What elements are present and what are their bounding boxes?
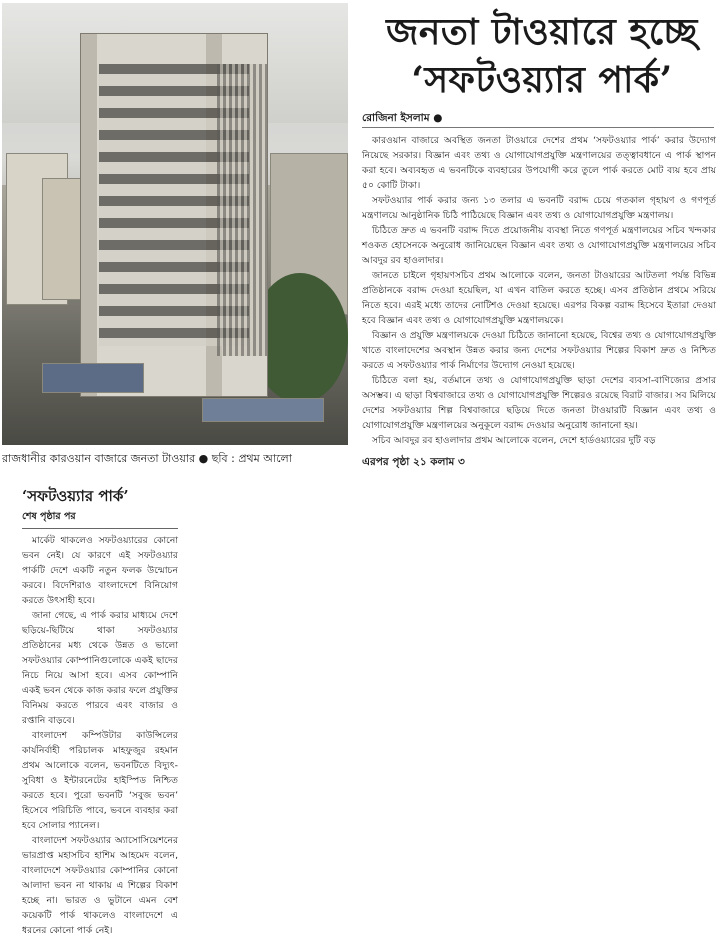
article-paragraph: জানতে চাইলে গৃহায়ণসচিব প্রথম আলোকে বলেন, জনতা টাওয়ারের আটতলা পর্যন্ত বিভিন্ন প্রতিষ্ঠানকে বরাদ্দ দেওয়া হয়েছিল, যা এখন বাতিল করতে হচ্ছে। এসব প্রতিষ্ঠান প্রথমে সরিয়ে নিতে হবে। এরই মধ্যে তাদের নোটিশও দেওয়া হয়েছে। এরপর বিকল্প বরাদ্দ হিসেবে ইতারা দেওয়া হবে বিজ্ঞান এবং তথ্য ও যোগাযোগপ্রযুক্তি মন্ত্রণালয়কে। bbox=[362, 270, 716, 326]
jump-subtitle: শেষ পৃষ্ঠার পর bbox=[22, 511, 76, 522]
article-paragraph: বিজ্ঞান ও প্রযুক্তি মন্ত্রণালয়কে দেওয়া চিঠিতে জানানো হয়েছে, বিশ্বের তথ্য ও যোগাযোগপ্রযুক্তি খাতে বাংলাদেশের অবস্থান উন্নত করার জন্য দেশের সফটওয়্যার শিল্পের বিকাশ দ্রুত ও নিশ্চিত করতে এ সফটওয়্যার পার্ক নির্মাণের উদ্যোগ নেওয়া হয়েছে। bbox=[362, 330, 716, 371]
photo-building-left-2 bbox=[42, 178, 84, 300]
jump-section bbox=[22, 478, 178, 938]
article-paragraph: সফটওয়্যার পার্ক করার জন্য ১৩ তলার এ ভবনটি বরাদ্দ চেয়ে গতকাল গৃহায়ণ ও গণপূর্ত মন্ত্রণালয়ে আনুষ্ঠানিক চিঠি পাঠিয়েছে বিজ্ঞান এবং তথ্য ও যোগাযোগপ্রযুক্তি মন্ত্রণালয়। bbox=[362, 195, 716, 221]
byline: রোজিনা ইসলাম ● bbox=[362, 112, 443, 124]
byline-divider bbox=[362, 127, 714, 128]
photo-awning bbox=[42, 363, 144, 393]
jump-paragraph: বাংলাদেশ সফটওয়্যার অ্যাসোসিয়েশনের ভারপ্রাপ্ত মহাসচিব হাশিম আহমেদ বলেন, বাংলাদেশে সফটওয়্যার কোম্পানির কোনো আলাদা ভবন না থাকায় এ শিল্পের বিকাশ হচ্ছে না। ভারত ও ভুটানে এমন বেশ কয়েকটি পার্ক থাকলেও বাংলাদেশে এ ধরনের কোনো পার্ক নেই। bbox=[22, 835, 178, 936]
jump-paragraph: জানা গেছে, এ পার্ক করার মাধ্যমে দেশে ছড়িয়ে-ছিটিয়ে থাকা সফটওয়্যার প্রতিষ্ঠানের মধ্য থেকে উন্নত ও ভালো সফটওয়্যার কোম্পানিগুলোকে একই ছাদের নিচে নিয়ে আসা হবে। এসব কোম্পানি একই ভবন থেকে কাজ করার ফলে প্রযুক্তির বিনিময় করতে পারবে এবং বাজার ও রপ্তানি বাড়বে। bbox=[22, 610, 178, 726]
photo-caption: রাজধানীর কারওয়ান বাজারে জনতা টাওয়ার ● ছবি : প্রথম আলো bbox=[2, 452, 292, 465]
article-paragraph: সচিব আবদুর রব হাওলাদার প্রথম আলোকে বলেন, দেশে হার্ডওয়্যারের দুটি বড় bbox=[372, 435, 656, 446]
jump-divider bbox=[22, 528, 178, 529]
photo-stalls bbox=[202, 398, 324, 422]
continued-label: এরপর পৃষ্ঠা ২১ কলাম ৩ bbox=[362, 456, 465, 468]
headline-line-2: ‘সফটওয়্যার পার্ক’ bbox=[411, 59, 673, 101]
article-paragraph: চিঠিতে দ্রুত এ ভবনটি বরাদ্দ দিতে প্রয়োজনীয় ব্যবস্থা নিতে গণপূর্ত মন্ত্রণালয়ের সচিব খন্দকার শওকত হোসেনকে অনুরোধ জানিয়েছেন বিজ্ঞান এবং তথ্য ও যোগাযোগপ্রযুক্তি মন্ত্রণালয়ের সচিব আবদুর রব হাওলাদার। bbox=[362, 225, 716, 266]
jump-title: ‘সফটওয়্যার পার্ক’ bbox=[22, 487, 129, 505]
article-paragraph: চিঠিতে বলা হয়, বর্তমানে তথ্য ও যোগাযোগপ্রযুক্তি ছাড়া দেশের ব্যবসা-বাণিজ্যের প্রসার অসম্ভব। এ ছাড়া বিশ্ববাজারে তথ্য ও যোগাযোগপ্রযুক্তি শিল্পেরও রয়েছে বিরাট বাজার। সব মিলিয়ে দেশের সফটওয়্যার শিল্প বিশ্ববাজারে ছড়িয়ে দিতে জনতা টাওয়ারটি বিজ্ঞান এবং তথ্য ও যোগাযোগপ্রযুক্তি মন্ত্রণালয়ের অনুকূলে বরাদ্দ দেওয়ার অনুরোধ জানানো হয়। bbox=[362, 375, 716, 431]
jump-body bbox=[22, 533, 178, 938]
photo-tower bbox=[80, 33, 268, 397]
janata-tower-photo bbox=[2, 3, 348, 445]
article-body bbox=[362, 133, 716, 448]
headline-line-1: জনতা টাওয়ারে হচ্ছে bbox=[386, 11, 698, 53]
article-paragraph: কারওয়ান বাজারে অবস্থিত জনতা টাওয়ারে দেশের প্রথম ‘সফটওয়্যার পার্ক’ করার উদ্যোগ নিয়েছে সরকার। বিজ্ঞান এবং তথ্য ও যোগাযোগপ্রযুক্তি মন্ত্রণালয়ের তত্ত্বাবধানে এ পার্ক স্থাপন করা হবে। অব্যবহৃত এ ভবনটিকে ব্যবহারের উপযোগী করে তুলে পার্ক করতে মোট ব্যয় হবে প্রায় ৫০ কোটি টাকা। bbox=[362, 135, 716, 191]
jump-paragraph: মার্কেট থাকলেও সফটওয়্যারের কোনো ভবন নেই। যে কারণে এই সফটওয়্যার পার্কটি দেশে একটি নতুন ফলক উন্মোচন করবে। বিদেশিরাও বাংলাদেশে বিনিয়োগ করতে উৎসাহী হবে। bbox=[22, 535, 178, 606]
jump-paragraph: বাংলাদেশ কম্পিউটার কাউন্সিলের কার্যনির্বাহী পরিচালক মাহফুজুর রহমান প্রথম আলোকে বলেন, ভবনটিতে বিদ্যুৎ-সুবিধা ও ইন্টারনেটের হাইস্পিড নিশ্চিত করতে হবে। পুরো ভবনটি ‘সবুজ ভবন’ হিসেবে পরিচিতি পাবে, ভবনে ব্যবহার করা হবে সোলার প্যানেল। bbox=[22, 730, 178, 831]
headline bbox=[362, 8, 722, 104]
